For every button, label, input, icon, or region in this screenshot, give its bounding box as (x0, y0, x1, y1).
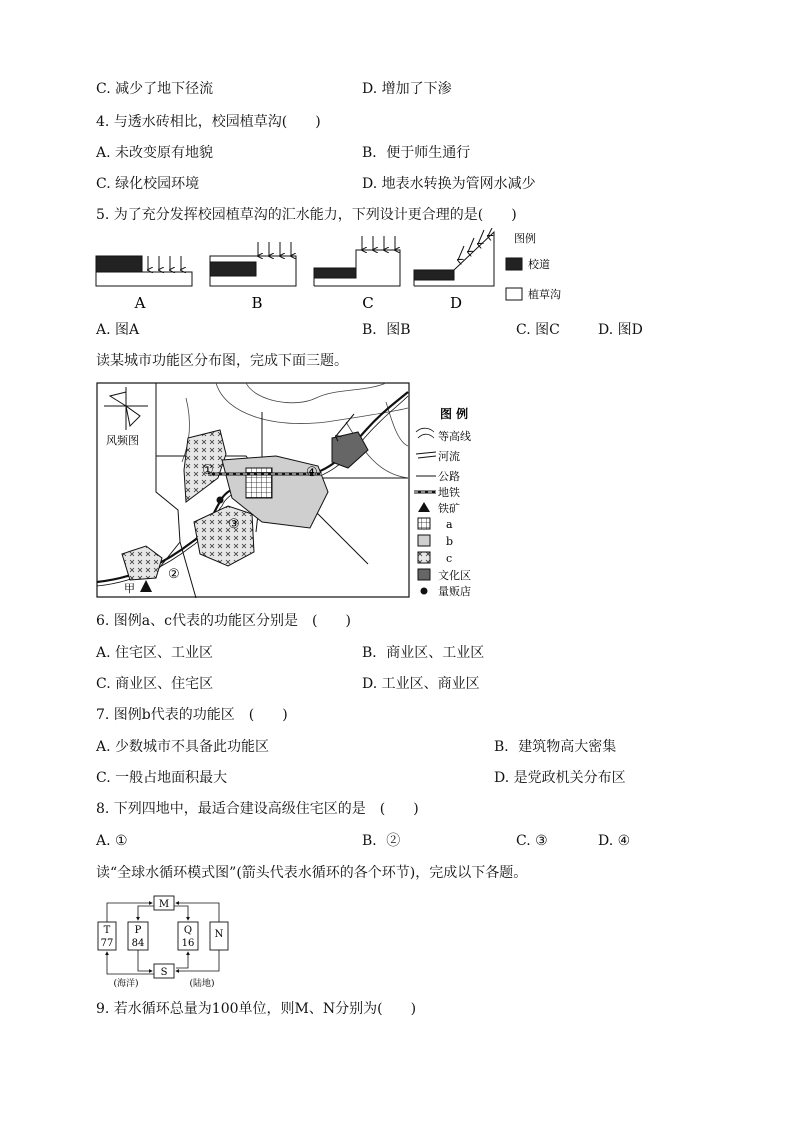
q7-option-b: B．建筑物高大密集 (494, 739, 617, 755)
culture-swatch (418, 569, 430, 580)
svg-text:a: a (446, 518, 453, 531)
cycle-intro: 读“全球水循环模式图”(箭头代表水循环的各个环节)，完成以下各题。 (96, 865, 528, 881)
q8-option-a: A. ① (96, 833, 128, 849)
svg-text:84: 84 (131, 938, 145, 949)
cycle-arrows (107, 903, 219, 974)
q7-option-a: A. 少数城市不具备此功能区 (96, 739, 270, 755)
q7-option-d: D. 是党政机关分布区 (494, 770, 626, 786)
zone-b-swatch (418, 535, 430, 546)
svg-text:文化区: 文化区 (438, 569, 471, 582)
land-label: (陆地) (189, 979, 215, 989)
hypermarket-icon (217, 497, 224, 504)
design-d (414, 228, 494, 312)
marker-1: ① (202, 463, 214, 478)
map-intro: 读某城市功能区分布图，完成下面三题。 (96, 353, 348, 369)
legend-road-swatch (506, 258, 522, 270)
svg-text:铁矿: 铁矿 (438, 502, 460, 515)
q7-stem: 7. 图例b代表的功能区 ( ) (96, 707, 288, 723)
q5-option-d: D. 图D (598, 322, 643, 338)
design-b-label: B (251, 294, 263, 312)
svg-text:T: T (103, 925, 111, 936)
q4-option-a: A. 未改变原有地貌 (96, 145, 214, 161)
q6-option-c: C. 商业区、住宅区 (96, 676, 214, 692)
contour-icon (416, 428, 434, 438)
q5-option-b: B．图B (362, 322, 411, 338)
q8-stem: 8. 下列四地中，最适合建设高级住宅区的是 ( ) (96, 801, 419, 817)
q8-option-c: C. ③ (516, 833, 548, 849)
marker-2: ② (168, 567, 180, 582)
zone-c-swatch (418, 552, 430, 563)
q3-option-c: C. 减少了地下径流 (96, 81, 214, 97)
design-b (210, 242, 296, 312)
q5-design-figure (92, 228, 572, 316)
svg-text:c: c (446, 552, 453, 565)
place-jia: 甲 (124, 582, 135, 595)
marker-4: ④ (306, 465, 318, 480)
q7-option-c: C. 一般占地面积最大 (96, 770, 228, 786)
marker-3: ③ (228, 517, 240, 532)
zone-a-swatch (418, 518, 430, 529)
q4-option-d: D. 地表水转换为管网水减少 (362, 176, 536, 192)
svg-text:P: P (134, 925, 142, 936)
svg-text:16: 16 (181, 938, 195, 949)
svg-text:地铁: 地铁 (438, 486, 460, 499)
water-cycle-diagram (92, 890, 248, 990)
q4-stem: 4. 与透水砖相比，校园植草沟( ) (96, 114, 321, 130)
svg-text:公路: 公路 (438, 470, 460, 483)
q4-option-b: B．便于师生通行 (362, 145, 471, 161)
q5-option-a: A. 图A (96, 322, 140, 338)
river-icon (416, 452, 436, 458)
svg-text:N: N (214, 929, 224, 940)
svg-text:量贩店: 量贩店 (438, 585, 471, 598)
svg-text:Q: Q (183, 925, 193, 936)
svg-text:77: 77 (100, 938, 114, 949)
iron-mine-legend-icon (418, 502, 430, 512)
design-c-label: C (362, 294, 374, 312)
q5-legend-title: 图例 (514, 232, 536, 245)
ocean-label: (海洋) (113, 979, 139, 989)
city-function-map (96, 382, 490, 600)
q8-option-b: B．② (362, 833, 401, 849)
svg-text:S: S (160, 967, 168, 978)
q5-legend-ditch: 植草沟 (528, 288, 561, 301)
q8-option-d: D. ④ (598, 833, 631, 849)
map-legend-title: 图 例 (440, 407, 469, 421)
q5-option-c: C. 图C (516, 322, 560, 338)
hypermarket-legend-icon (421, 588, 428, 595)
svg-text:b: b (446, 535, 454, 548)
design-a (96, 256, 192, 312)
q5-stem: 5. 为了充分发挥校园植草沟的汇水能力，下列设计更合理的是( ) (96, 207, 517, 223)
q3-option-d: D. 增加了下渗 (362, 81, 452, 97)
q5-legend-road: 校道 (528, 258, 550, 271)
q6-stem: 6. 图例a、c代表的功能区分别是 ( ) (96, 613, 351, 629)
design-d-label: D (449, 294, 463, 312)
legend-ditch-swatch (506, 288, 522, 300)
q6-option-d: D. 工业区、商业区 (362, 676, 480, 692)
design-a-label: A (134, 294, 146, 312)
svg-text:M: M (158, 899, 170, 910)
design-c (314, 236, 400, 312)
q6-option-b: B．商业区、工业区 (362, 645, 485, 661)
svg-text:等高线: 等高线 (438, 430, 471, 443)
wind-rose-label: 风频图 (106, 434, 139, 447)
q6-option-a: A. 住宅区、工业区 (96, 645, 214, 661)
q4-option-c: C. 绿化校园环境 (96, 176, 200, 192)
svg-text:河流: 河流 (438, 450, 460, 463)
q9-stem: 9. 若水循环总量为100单位，则M、N分别为( ) (96, 1001, 417, 1017)
